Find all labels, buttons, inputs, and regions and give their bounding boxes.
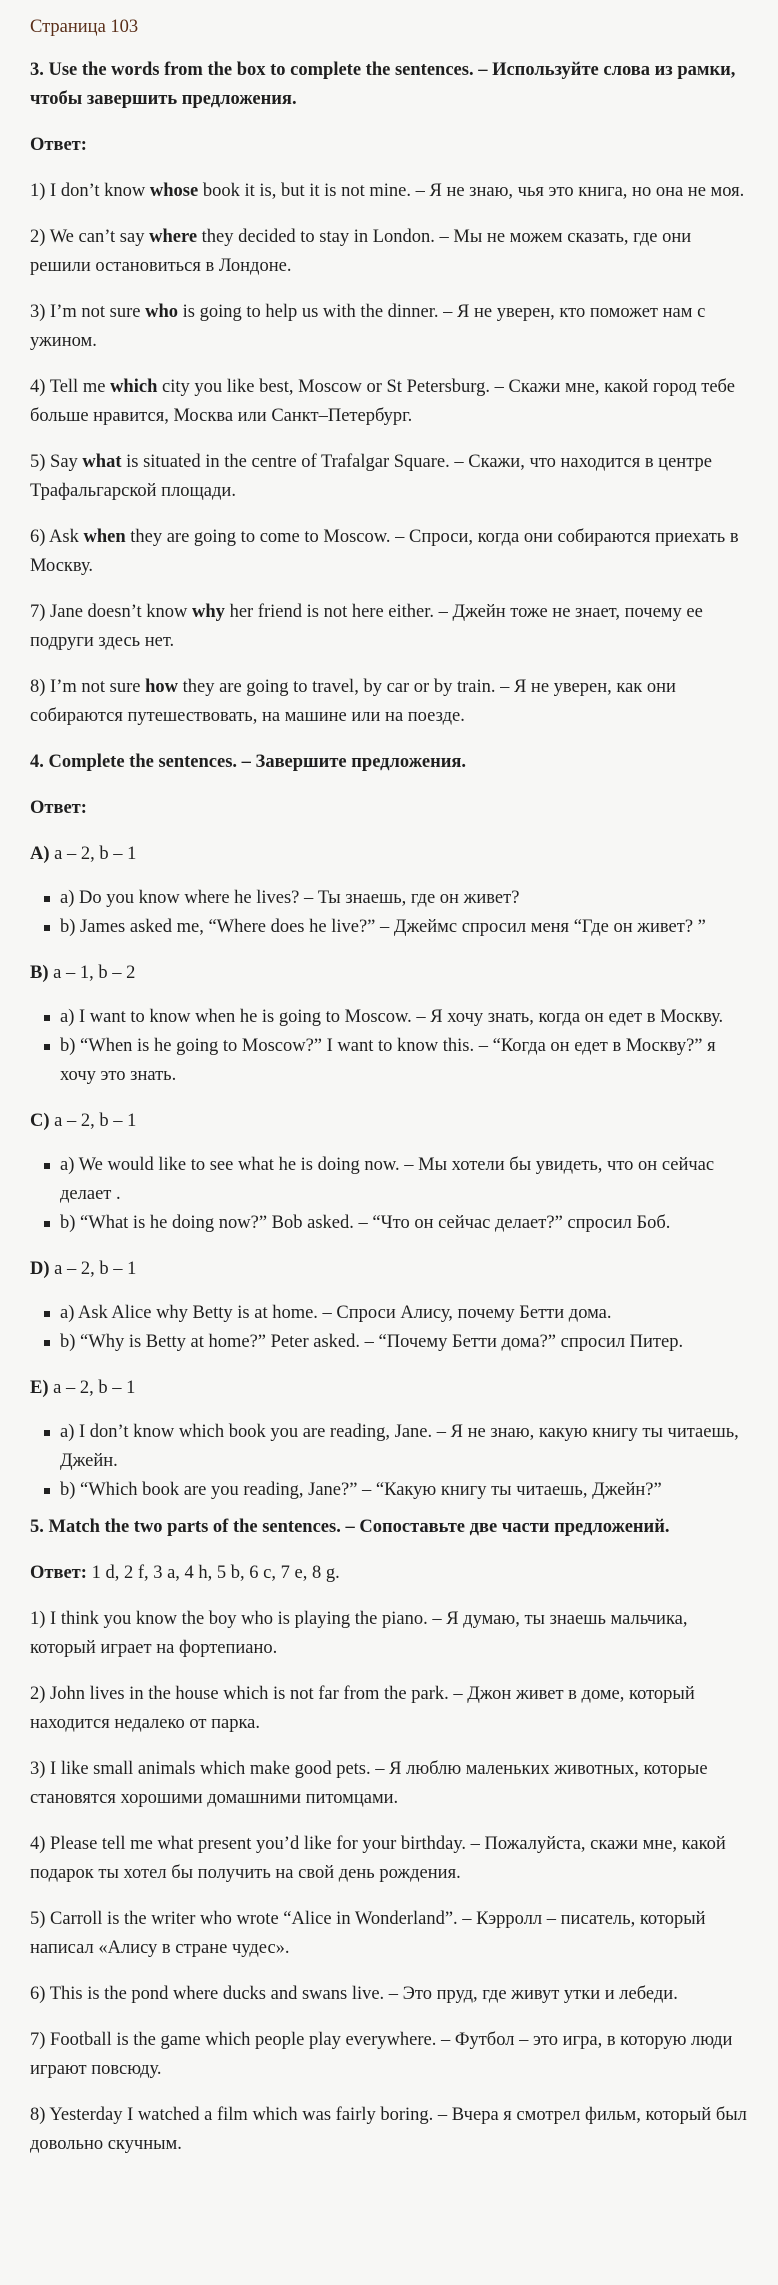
task-4-group-b: B) a – 1, b – 2 <box>30 963 136 983</box>
answer-word: whose <box>149 181 199 201</box>
task-4-group-e-list <box>30 1418 747 1505</box>
task-3-answer-label: Ответ: <box>30 135 87 155</box>
task-3-item: 2) We can’t say where they decided to stay in London. – Мы не можем сказать, где они решили остановиться в Лондоне. <box>30 227 692 276</box>
task-4-group-c: C) a – 2, b – 1 <box>30 1111 137 1131</box>
list-item: a) Ask Alice why Betty is at home. – Спроси Алису, почему Бетти дома. <box>60 1299 747 1328</box>
task-5-item: 4) Please tell me what present you’d like for your birthday. – Пожалуйста, скажи мне, какой подарок ты хотел бы получить на свой день рождения. <box>30 1834 726 1883</box>
task-3-item: 6) Ask when they are going to come to Moscow. – Спроси, когда они собираются приехать в Москву. <box>30 527 739 576</box>
task-3-item: 7) Jane doesn’t know why her friend is not here either. – Джейн тоже не знает, почему ее подруги здесь нет. <box>30 602 703 651</box>
task-3-item: 4) Tell me which city you like best, Moscow or St Petersburg. – Скажи мне, какой город тебе больше нравится, Москва или Санкт–Петербург. <box>30 377 735 426</box>
list-item: a) We would like to see what he is doing now. – Мы хотели бы увидеть, что он сейчас делает . <box>60 1151 747 1209</box>
list-item: b) “Which book are you reading, Jane?” – “Какую книгу ты читаешь, Джейн?” <box>60 1476 747 1505</box>
task-5-item: 8) Yesterday I watched a film which was fairly boring. – Вчера я смотрел фильм, который был довольно скучным. <box>30 2105 747 2154</box>
list-item: b) “When is he going to Moscow?” I want to know this. – “Когда он едет в Москву?” я хочу это знать. <box>60 1032 747 1090</box>
task-5-item: 1) I think you know the boy who is playing the piano. – Я думаю, ты знаешь мальчика, который играет на фортепиано. <box>30 1609 688 1658</box>
task-5-item: 7) Football is the game which people play everywhere. – Футбол – это игра, в которую люди играют повсюду. <box>30 2030 733 2079</box>
task-4-group-c-list <box>30 1151 747 1238</box>
list-item: b) “What is he doing now?” Bob asked. – “Что он сейчас делает?” спросил Боб. <box>60 1209 747 1238</box>
answer-word: when <box>83 527 126 547</box>
task-4-group-b-list <box>30 1003 747 1090</box>
task-5-item: 3) I like small animals which make good pets. – Я люблю маленьких животных, которые становятся хорошими домашними питомцами. <box>30 1759 708 1808</box>
task-3-item: 1) I don’t know whose book it is, but it is not mine. – Я не знаю, чья это книга, но она не моя. <box>30 181 745 201</box>
task-5-answer: Ответ: 1 d, 2 f, 3 a, 4 h, 5 b, 6 c, 7 e, 8 g. <box>30 1563 340 1583</box>
task-3-item: 8) I’m not sure how they are going to travel, by car or by train. – Я не уверен, как они собираются путешествовать, на машине или на поезде. <box>30 677 676 726</box>
task-3-item: 5) Say what is situated in the centre of Trafalgar Square. – Скажи, что находится в центре Трафальгарской площади. <box>30 452 712 501</box>
task-4-group-e: E) a – 2, b – 1 <box>30 1378 136 1398</box>
list-item: b) James asked me, “Where does he live?” – Джеймс спросил меня “Где он живет? ” <box>60 913 747 942</box>
task-4-group-d: D) a – 2, b – 1 <box>30 1259 137 1279</box>
task-4-group-a: A) a – 2, b – 1 <box>30 844 137 864</box>
task-4-group-a-list <box>30 884 747 942</box>
page-number-label: Страница 103 <box>30 17 139 37</box>
task-3-item: 3) I’m not sure who is going to help us with the dinner. – Я не уверен, кто поможет нам с ужином. <box>30 302 706 351</box>
task-4-answer-label: Ответ: <box>30 798 87 818</box>
answer-word: where <box>149 227 198 247</box>
list-item: a) I don’t know which book you are reading, Jane. – Я не знаю, какую книгу ты читаешь, Джейн. <box>60 1418 747 1476</box>
task-5-item: 2) John lives in the house which is not far from the park. – Джон живет в доме, который находится недалеко от парка. <box>30 1684 695 1733</box>
answer-word: who <box>145 302 178 322</box>
task-5-item: 6) This is the pond where ducks and swans live. – Это пруд, где живут утки и лебеди. <box>30 1984 678 2004</box>
list-item: a) Do you know where he lives? – Ты знаешь, где он живет? <box>60 884 747 913</box>
task-5-answer-label: Ответ: <box>30 1563 87 1583</box>
answer-word: what <box>82 452 122 472</box>
task-4-group-d-list <box>30 1299 747 1357</box>
task-3-title: 3. Use the words from the box to complete the sentences. – Используйте слова из рамки, чтобы завершить предложения. <box>30 60 736 109</box>
list-item: b) “Why is Betty at home?” Peter asked. – “Почему Бетти дома?” спросил Питер. <box>60 1328 747 1357</box>
answer-word: which <box>110 377 158 397</box>
task-5-title: 5. Match the two parts of the sentences. – Сопоставьте две части предложений. <box>30 1517 670 1537</box>
task-5-item: 5) Carroll is the writer who wrote “Alice in Wonderland”. – Кэрролл – писатель, который написал «Алису в стране чудес». <box>30 1909 706 1958</box>
answer-word: why <box>192 602 225 622</box>
list-item: a) I want to know when he is going to Moscow. – Я хочу знать, когда он едет в Москву. <box>60 1003 747 1032</box>
answer-word: how <box>145 677 178 697</box>
task-4-title: 4. Complete the sentences. – Завершите предложения. <box>30 752 467 772</box>
